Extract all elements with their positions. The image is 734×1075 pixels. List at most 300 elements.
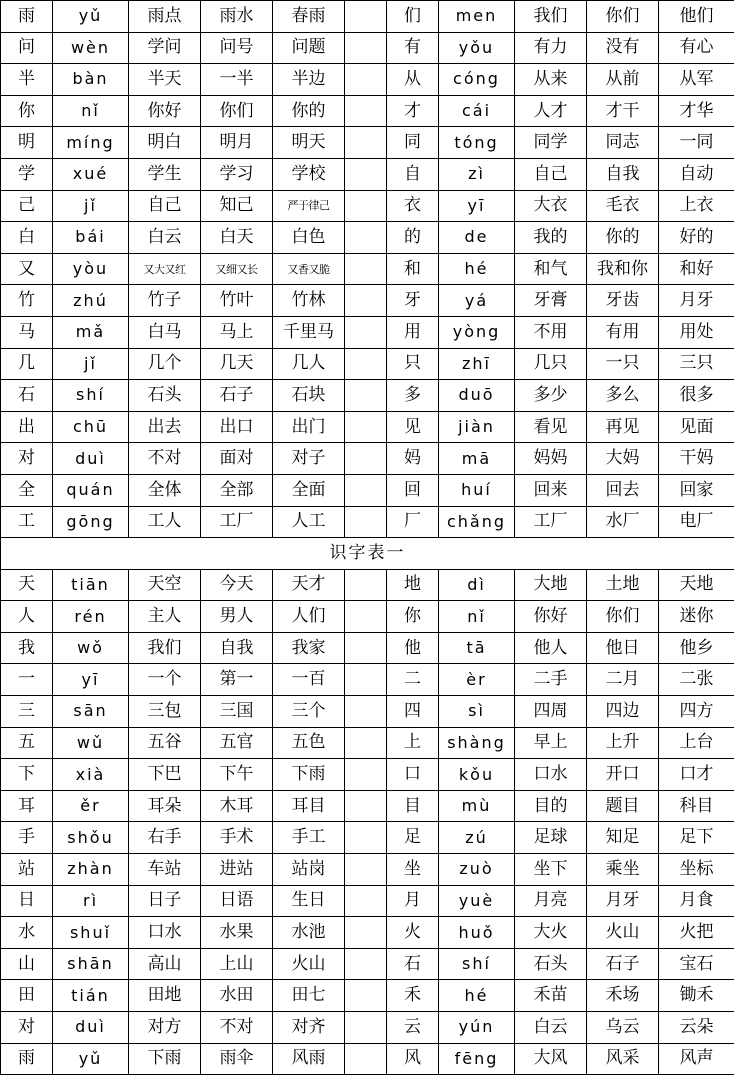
cell-word-2: 木耳 xyxy=(201,790,273,822)
cell-word-2: 进站 xyxy=(201,854,273,886)
cell-word-2: 学习 xyxy=(201,158,273,190)
cell-pinyin: yòng xyxy=(439,316,515,348)
section-title: 识字表一 xyxy=(1,538,734,570)
cell-word-3: 站岗 xyxy=(273,854,345,886)
cell-word-2: 你的 xyxy=(587,222,659,254)
cell-word-2: 同志 xyxy=(587,127,659,159)
cell-character: 回 xyxy=(387,474,439,506)
cell-word-1: 右手 xyxy=(129,822,201,854)
cell-word-1: 又大又红 xyxy=(129,253,201,285)
cell-word-3: 风雨 xyxy=(273,1043,345,1075)
cell-pinyin: jiàn xyxy=(439,411,515,443)
cell-character: 石 xyxy=(1,380,53,412)
cell-character: 上 xyxy=(387,727,439,759)
cell-character: 的 xyxy=(387,222,439,254)
separator-cell xyxy=(345,190,387,222)
cell-word-1: 我们 xyxy=(515,1,587,33)
cell-pinyin: kǒu xyxy=(439,759,515,791)
cell-word-2: 问号 xyxy=(201,32,273,64)
cell-character: 厂 xyxy=(387,506,439,538)
cell-word-3: 我家 xyxy=(273,632,345,664)
table-row xyxy=(1,727,734,759)
cell-word-2: 马上 xyxy=(201,316,273,348)
separator-cell xyxy=(345,32,387,64)
cell-word-2: 白天 xyxy=(201,222,273,254)
separator-cell xyxy=(345,316,387,348)
cell-pinyin: wèn xyxy=(53,32,129,64)
cell-word-2: 水田 xyxy=(201,980,273,1012)
cell-word-1: 大衣 xyxy=(515,190,587,222)
cell-character: 风 xyxy=(387,1043,439,1075)
cell-word-3: 有心 xyxy=(659,32,734,64)
cell-pinyin: tián xyxy=(53,980,129,1012)
cell-word-1: 下巴 xyxy=(129,759,201,791)
cell-word-2: 二月 xyxy=(587,664,659,696)
cell-pinyin: yǔ xyxy=(53,1,129,33)
cell-character: 水 xyxy=(1,917,53,949)
separator-cell xyxy=(345,948,387,980)
cell-word-3: 用处 xyxy=(659,316,734,348)
cell-word-3: 竹林 xyxy=(273,285,345,317)
cell-word-2: 自我 xyxy=(587,158,659,190)
cell-word-1: 你好 xyxy=(129,95,201,127)
cell-word-3: 上衣 xyxy=(659,190,734,222)
separator-cell xyxy=(345,727,387,759)
table-row xyxy=(1,790,734,822)
cell-character: 我 xyxy=(1,632,53,664)
cell-character: 下 xyxy=(1,759,53,791)
cell-pinyin: chǎng xyxy=(439,506,515,538)
cell-word-1: 下雨 xyxy=(129,1043,201,1075)
cell-word-1: 明白 xyxy=(129,127,201,159)
cell-pinyin: jǐ xyxy=(53,348,129,380)
cell-word-1: 从来 xyxy=(515,64,587,96)
cell-character: 同 xyxy=(387,127,439,159)
cell-pinyin: bàn xyxy=(53,64,129,96)
cell-word-2: 一半 xyxy=(201,64,273,96)
table-row xyxy=(1,380,734,412)
table-row xyxy=(1,1012,734,1044)
cell-word-2: 你们 xyxy=(587,601,659,633)
separator-cell xyxy=(345,285,387,317)
cell-pinyin: zhī xyxy=(439,348,515,380)
cell-word-2: 雨水 xyxy=(201,1,273,33)
cell-word-2: 全部 xyxy=(201,474,273,506)
cell-character: 对 xyxy=(1,1012,53,1044)
cell-word-2: 今天 xyxy=(201,569,273,601)
cell-word-3: 科目 xyxy=(659,790,734,822)
cell-word-1: 对方 xyxy=(129,1012,201,1044)
cell-word-1: 和气 xyxy=(515,253,587,285)
cell-word-3: 生日 xyxy=(273,885,345,917)
cell-pinyin: shí xyxy=(53,380,129,412)
table-row xyxy=(1,885,734,917)
cell-character: 工 xyxy=(1,506,53,538)
cell-character: 三 xyxy=(1,696,53,728)
table-row xyxy=(1,64,734,96)
cell-character: 人 xyxy=(1,601,53,633)
cell-word-2: 你们 xyxy=(587,1,659,33)
cell-word-1: 日子 xyxy=(129,885,201,917)
cell-word-3: 月牙 xyxy=(659,285,734,317)
cell-character: 自 xyxy=(387,158,439,190)
table-row xyxy=(1,222,734,254)
cell-word-2: 多么 xyxy=(587,380,659,412)
cell-word-1: 工厂 xyxy=(515,506,587,538)
cell-word-2: 回去 xyxy=(587,474,659,506)
cell-character: 站 xyxy=(1,854,53,886)
cell-pinyin: de xyxy=(439,222,515,254)
cell-character: 四 xyxy=(387,696,439,728)
cell-character: 出 xyxy=(1,411,53,443)
cell-word-1: 石头 xyxy=(129,380,201,412)
cell-character: 五 xyxy=(1,727,53,759)
cell-word-3: 电厂 xyxy=(659,506,734,538)
table-row xyxy=(1,411,734,443)
cell-character: 多 xyxy=(387,380,439,412)
cell-word-2: 面对 xyxy=(201,443,273,475)
table-row xyxy=(1,506,734,538)
cell-pinyin: zú xyxy=(439,822,515,854)
cell-word-2: 月牙 xyxy=(587,885,659,917)
cell-character: 竹 xyxy=(1,285,53,317)
cell-word-1: 目的 xyxy=(515,790,587,822)
cell-character: 衣 xyxy=(387,190,439,222)
cell-word-3: 又香又脆 xyxy=(273,253,345,285)
table-row xyxy=(1,127,734,159)
cell-pinyin: nǐ xyxy=(53,95,129,127)
cell-pinyin: men xyxy=(439,1,515,33)
cell-word-1: 白马 xyxy=(129,316,201,348)
cell-character: 月 xyxy=(387,885,439,917)
cell-word-3: 明天 xyxy=(273,127,345,159)
cell-pinyin: dì xyxy=(439,569,515,601)
cell-character: 半 xyxy=(1,64,53,96)
cell-word-1: 雨点 xyxy=(129,1,201,33)
table-row xyxy=(1,348,734,380)
cell-pinyin: yī xyxy=(53,664,129,696)
cell-pinyin: huí xyxy=(439,474,515,506)
cell-word-3: 上台 xyxy=(659,727,734,759)
table-row xyxy=(1,1,734,33)
cell-word-3: 千里马 xyxy=(273,316,345,348)
table-row xyxy=(1,32,734,64)
cell-character: 禾 xyxy=(387,980,439,1012)
cell-word-1: 三包 xyxy=(129,696,201,728)
cell-word-3: 三只 xyxy=(659,348,734,380)
cell-word-1: 有力 xyxy=(515,32,587,64)
cell-word-2: 开口 xyxy=(587,759,659,791)
separator-cell xyxy=(345,474,387,506)
cell-word-2: 水果 xyxy=(201,917,273,949)
separator-cell xyxy=(345,790,387,822)
cell-character: 用 xyxy=(387,316,439,348)
cell-pinyin: yún xyxy=(439,1012,515,1044)
table-row xyxy=(1,158,734,190)
cell-pinyin: zhàn xyxy=(53,854,129,886)
cell-pinyin: hé xyxy=(439,253,515,285)
cell-word-2: 土地 xyxy=(587,569,659,601)
cell-word-2: 有用 xyxy=(587,316,659,348)
cell-word-3: 好的 xyxy=(659,222,734,254)
cell-word-2: 手术 xyxy=(201,822,273,854)
separator-cell xyxy=(345,443,387,475)
table-row xyxy=(1,854,734,886)
cell-pinyin: fēng xyxy=(439,1043,515,1075)
table-row xyxy=(1,316,734,348)
table-row xyxy=(1,632,734,664)
cell-word-1: 高山 xyxy=(129,948,201,980)
cell-word-2: 四边 xyxy=(587,696,659,728)
cell-pinyin: wǔ xyxy=(53,727,129,759)
cell-word-1: 竹子 xyxy=(129,285,201,317)
cell-character: 他 xyxy=(387,632,439,664)
cell-word-3: 石块 xyxy=(273,380,345,412)
table-row xyxy=(1,95,734,127)
separator-cell xyxy=(345,664,387,696)
table-row xyxy=(1,601,734,633)
cell-word-3: 人工 xyxy=(273,506,345,538)
cell-word-3: 自动 xyxy=(659,158,734,190)
separator-cell xyxy=(345,980,387,1012)
cell-word-3: 问题 xyxy=(273,32,345,64)
cell-word-3: 回家 xyxy=(659,474,734,506)
cell-word-3: 你的 xyxy=(273,95,345,127)
cell-word-1: 我们 xyxy=(129,632,201,664)
cell-word-2: 禾场 xyxy=(587,980,659,1012)
cell-word-1: 人才 xyxy=(515,95,587,127)
cell-pinyin: yuè xyxy=(439,885,515,917)
cell-pinyin: gōng xyxy=(53,506,129,538)
separator-cell xyxy=(345,759,387,791)
cell-pinyin: chū xyxy=(53,411,129,443)
separator-cell xyxy=(345,885,387,917)
cell-word-1: 半天 xyxy=(129,64,201,96)
cell-pinyin: hé xyxy=(439,980,515,1012)
cell-word-3: 半边 xyxy=(273,64,345,96)
cell-word-3: 见面 xyxy=(659,411,734,443)
cell-word-3: 几人 xyxy=(273,348,345,380)
separator-cell xyxy=(345,95,387,127)
table-row xyxy=(1,948,734,980)
cell-word-3: 天才 xyxy=(273,569,345,601)
cell-pinyin: zuò xyxy=(439,854,515,886)
table-row xyxy=(1,822,734,854)
cell-word-2: 知己 xyxy=(201,190,273,222)
table-row xyxy=(1,474,734,506)
cell-pinyin: ěr xyxy=(53,790,129,822)
cell-word-2: 知足 xyxy=(587,822,659,854)
cell-character: 目 xyxy=(387,790,439,822)
cell-word-3: 迷你 xyxy=(659,601,734,633)
cell-word-1: 耳朵 xyxy=(129,790,201,822)
cell-word-1: 四周 xyxy=(515,696,587,728)
cell-word-3: 一百 xyxy=(273,664,345,696)
separator-cell xyxy=(345,380,387,412)
separator-cell xyxy=(345,917,387,949)
cell-word-1: 口水 xyxy=(129,917,201,949)
cell-character: 有 xyxy=(387,32,439,64)
cell-pinyin: tóng xyxy=(439,127,515,159)
cell-pinyin: yī xyxy=(439,190,515,222)
cell-word-1: 我的 xyxy=(515,222,587,254)
cell-word-2: 石子 xyxy=(201,380,273,412)
cell-pinyin: jǐ xyxy=(53,190,129,222)
cell-word-1: 不对 xyxy=(129,443,201,475)
cell-character: 天 xyxy=(1,569,53,601)
cell-pinyin: sì xyxy=(439,696,515,728)
cell-character: 日 xyxy=(1,885,53,917)
cell-word-1: 一个 xyxy=(129,664,201,696)
cell-word-3: 对子 xyxy=(273,443,345,475)
cell-word-1: 工人 xyxy=(129,506,201,538)
cell-pinyin: shí xyxy=(439,948,515,980)
cell-word-2: 上山 xyxy=(201,948,273,980)
cell-word-2: 没有 xyxy=(587,32,659,64)
cell-word-2: 火山 xyxy=(587,917,659,949)
cell-word-3: 出门 xyxy=(273,411,345,443)
cell-character: 坐 xyxy=(387,854,439,886)
cell-character: 山 xyxy=(1,948,53,980)
cell-word-3: 水池 xyxy=(273,917,345,949)
cell-character: 雨 xyxy=(1,1043,53,1075)
separator-cell xyxy=(345,854,387,886)
cell-word-2: 出口 xyxy=(201,411,273,443)
cell-character: 妈 xyxy=(387,443,439,475)
cell-pinyin: tiān xyxy=(53,569,129,601)
separator-cell xyxy=(345,348,387,380)
cell-word-1: 几只 xyxy=(515,348,587,380)
cell-word-3: 坐标 xyxy=(659,854,734,886)
table-row xyxy=(1,696,734,728)
table-row xyxy=(1,759,734,791)
cell-word-1: 你好 xyxy=(515,601,587,633)
cell-word-2: 从前 xyxy=(587,64,659,96)
cell-character: 己 xyxy=(1,190,53,222)
cell-character: 一 xyxy=(1,664,53,696)
cell-character: 火 xyxy=(387,917,439,949)
cell-word-1: 全体 xyxy=(129,474,201,506)
cell-pinyin: xué xyxy=(53,158,129,190)
cell-character: 云 xyxy=(387,1012,439,1044)
cell-character: 全 xyxy=(1,474,53,506)
cell-word-1: 大地 xyxy=(515,569,587,601)
cell-pinyin: xià xyxy=(53,759,129,791)
cell-character: 才 xyxy=(387,95,439,127)
cell-word-2: 日语 xyxy=(201,885,273,917)
cell-word-2: 石子 xyxy=(587,948,659,980)
cell-word-3: 全面 xyxy=(273,474,345,506)
cell-word-3: 才华 xyxy=(659,95,734,127)
cell-word-3: 田七 xyxy=(273,980,345,1012)
separator-cell xyxy=(345,822,387,854)
separator-cell xyxy=(345,64,387,96)
cell-character: 二 xyxy=(387,664,439,696)
cell-word-1: 主人 xyxy=(129,601,201,633)
cell-word-3: 人们 xyxy=(273,601,345,633)
cell-word-3: 手工 xyxy=(273,822,345,854)
cell-word-1: 大火 xyxy=(515,917,587,949)
cell-pinyin: duì xyxy=(53,1012,129,1044)
cell-pinyin: yǔ xyxy=(53,1043,129,1075)
cell-word-3: 宝石 xyxy=(659,948,734,980)
cell-word-2: 我和你 xyxy=(587,253,659,285)
cell-word-2: 乘坐 xyxy=(587,854,659,886)
cell-character: 你 xyxy=(387,601,439,633)
cell-word-2: 你们 xyxy=(201,95,273,127)
cell-word-1: 不用 xyxy=(515,316,587,348)
cell-word-3: 火山 xyxy=(273,948,345,980)
cell-pinyin: duì xyxy=(53,443,129,475)
cell-word-2: 风采 xyxy=(587,1043,659,1075)
cell-word-2: 五官 xyxy=(201,727,273,759)
separator-cell xyxy=(345,506,387,538)
cell-pinyin: nǐ xyxy=(439,601,515,633)
cell-pinyin: zì xyxy=(439,158,515,190)
cell-word-2: 雨伞 xyxy=(201,1043,273,1075)
cell-character: 手 xyxy=(1,822,53,854)
cell-character: 白 xyxy=(1,222,53,254)
cell-word-1: 学生 xyxy=(129,158,201,190)
separator-cell xyxy=(345,632,387,664)
cell-word-2: 下午 xyxy=(201,759,273,791)
cell-pinyin: yòu xyxy=(53,253,129,285)
cell-character: 从 xyxy=(387,64,439,96)
cell-word-2: 大妈 xyxy=(587,443,659,475)
cell-pinyin: shān xyxy=(53,948,129,980)
table-row xyxy=(1,190,734,222)
cell-word-1: 他人 xyxy=(515,632,587,664)
cell-word-1: 同学 xyxy=(515,127,587,159)
cell-pinyin: sān xyxy=(53,696,129,728)
cell-pinyin: wǒ xyxy=(53,632,129,664)
cell-word-3: 一同 xyxy=(659,127,734,159)
cell-word-2: 男人 xyxy=(201,601,273,633)
cell-word-3: 他乡 xyxy=(659,632,734,664)
cell-word-1: 牙膏 xyxy=(515,285,587,317)
table-row xyxy=(1,1043,734,1075)
cell-pinyin: cóng xyxy=(439,64,515,96)
cell-pinyin: cái xyxy=(439,95,515,127)
cell-word-2: 再见 xyxy=(587,411,659,443)
cell-word-1: 五谷 xyxy=(129,727,201,759)
cell-word-2: 牙齿 xyxy=(587,285,659,317)
cell-word-2: 竹叶 xyxy=(201,285,273,317)
cell-word-2: 自我 xyxy=(201,632,273,664)
cell-word-1: 妈妈 xyxy=(515,443,587,475)
cell-word-3: 口才 xyxy=(659,759,734,791)
cell-word-2: 三国 xyxy=(201,696,273,728)
separator-cell xyxy=(345,601,387,633)
cell-pinyin: èr xyxy=(439,664,515,696)
cell-pinyin: mǎ xyxy=(53,316,129,348)
table-row xyxy=(1,285,734,317)
cell-pinyin: huǒ xyxy=(439,917,515,949)
cell-word-2: 第一 xyxy=(201,664,273,696)
cell-word-1: 二手 xyxy=(515,664,587,696)
cell-word-3: 四方 xyxy=(659,696,734,728)
cell-pinyin: bái xyxy=(53,222,129,254)
cell-word-3: 白色 xyxy=(273,222,345,254)
cell-word-1: 车站 xyxy=(129,854,201,886)
cell-word-1: 自己 xyxy=(515,158,587,190)
cell-character: 石 xyxy=(387,948,439,980)
cell-word-1: 足球 xyxy=(515,822,587,854)
cell-character: 你 xyxy=(1,95,53,127)
cell-character: 和 xyxy=(387,253,439,285)
cell-character: 马 xyxy=(1,316,53,348)
cell-word-1: 学问 xyxy=(129,32,201,64)
